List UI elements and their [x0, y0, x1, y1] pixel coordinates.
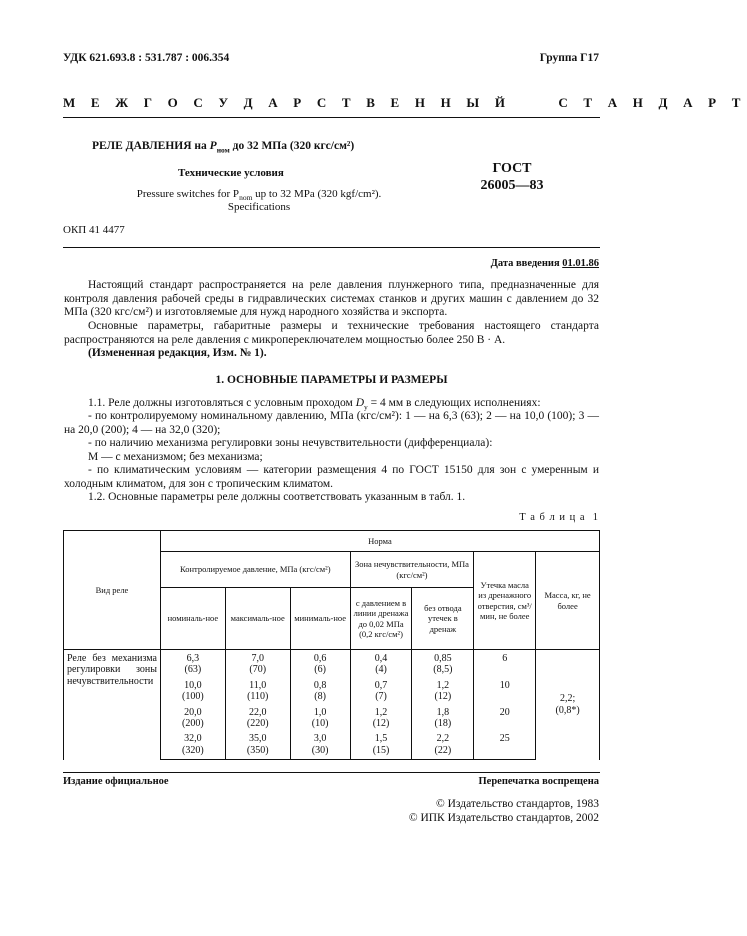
header-nominal: номиналь-ное [160, 588, 225, 650]
table-caption: Т а б л и ц а 1 [519, 512, 599, 523]
intro-paragraph-1: Настоящий стандарт распространяется на реле давления плунжерного типа, предназначенные для контроля давления рабочей среды в гидравлических системах станков и других машин с давлением до 32 МПа (320 кгс/см²) и изготовляемые для нужд народного хозяйства и экспорта. [64, 279, 599, 319]
okp-code: ОКП 41 4477 [63, 224, 125, 236]
variant-climate: - по климатическим условиям — категории размещения 4 по ГОСТ 15150 для зон с умеренным и холодным климатом, для зон с тропическим климатом. [64, 464, 599, 490]
copyright-2002: © ИПК Издательство стандартов, 2002 [408, 812, 599, 824]
header-oil-leakage: Утечка масла из дренажного отверстия, см³/мин, не более [474, 552, 536, 650]
header-dead-zone: Зона нечувствительности, МПа (кгс/см²) [350, 552, 474, 588]
header-norm: Норма [160, 531, 599, 552]
header-controlled-pressure: Контролируемое давление, МПа (кгс/см²) [160, 552, 350, 588]
header-minimum: минималь-ное [290, 588, 350, 650]
variant-mechanism: - по наличию механизма регулировки зоны нечувствительности (дифференциала): [88, 437, 493, 449]
table-row: 10,0 (100) 11,0 (110) 0,8 (8) 0,7 (7) 1,2 (12) 10 [64, 676, 600, 703]
document-subtitle: Технические условия [178, 167, 284, 179]
title-rule [63, 247, 600, 248]
standard-banner: М Е Ж Г О С У Д А Р С Т В Е Н Н Ы Й С Т А Н Д А Р Т [63, 95, 747, 110]
amendment-note: (Измененная редакция, Изм. № 1). [88, 347, 267, 359]
section-heading: 1. ОСНОВНЫЕ ПАРАМЕТРЫ И РАЗМЕРЫ [215, 374, 448, 386]
table-row: 32,0 (320) 35,0 (350) 3,0 (30) 1,5 (15) 2,2 (22) 25 [64, 729, 600, 759]
parameters-table [63, 530, 600, 760]
clause-1-1: 1.1. Реле должны изготовляться с условным проходом $D_у = 4$ мм в следующих исполнениях: [88, 397, 541, 412]
reprint-forbidden: Перепечатка воспрещена [478, 776, 599, 787]
relay-type-label: Реле без механизма регулировки зоны нечувствительности [64, 650, 161, 760]
header-zone-with-drain: с давлением в линии дренажа до 0,02 МПа (0,2 кгс/см²) [350, 588, 412, 650]
header-relay-type: Вид реле [64, 531, 161, 650]
banner-rule [63, 117, 600, 118]
table-row: Реле без механизма регулировки зоны нечувствительности 6,3 (63) 7,0 (70) 0,6 (6) 0,4 (4) 0,85 (8,5) 6 2,2; (0,8*) [64, 650, 600, 676]
header-maximum: максималь-ное [225, 588, 290, 650]
header-zone-no-drain: без отвода утечек в дренаж [412, 588, 474, 650]
table-row: 20,0 (200) 22,0 (220) 1,0 (10) 1,2 (12) 1,8 (18) 20 [64, 703, 600, 730]
mass-value: 2,2; (0,8*) [536, 650, 600, 760]
gost-number: 26005—83 [480, 178, 544, 193]
english-title: Pressure switches for $P_{nom}$ up to 32 MPa (320 kgf/cm²). Specifications [136, 188, 382, 213]
header-mass: Масса, кг, не более [536, 552, 600, 650]
introduction-date: Дата введения 01.01.86 [490, 258, 599, 269]
document-title: РЕЛЕ ДАВЛЕНИЯ на $P_{ном}$ до 32 МПа (320 кгс/см²) [92, 140, 355, 155]
official-edition: Издание официальное [63, 776, 169, 787]
gost-label: ГОСТ [492, 161, 532, 176]
udk-code: УДК 621.693.8 : 531.787 : 006.354 [63, 52, 230, 64]
variant-pressure: - по контролируемому номинальному давлению, МПа (кгс/см²): 1 — на 6,3 (63); 2 — на 10,0 (100); 3 — на 20,0 (200); 4 — на 32,0 (320); [64, 410, 599, 436]
intro-paragraph-2: Основные параметры, габаритные размеры и технические требования настоящего стандарта распространяются на реле давления с микропереключателем мощностью более 250 В · А. [64, 320, 599, 346]
group-code: Группа Г17 [539, 52, 599, 64]
variant-mechanism-options: М — с механизмом; без механизма; [88, 451, 263, 463]
clause-1-2: 1.2. Основные параметры реле должны соответствовать указанным в табл. 1. [88, 491, 466, 503]
copyright-1983: © Издательство стандартов, 1983 [435, 798, 599, 810]
footer-rule [63, 772, 600, 773]
